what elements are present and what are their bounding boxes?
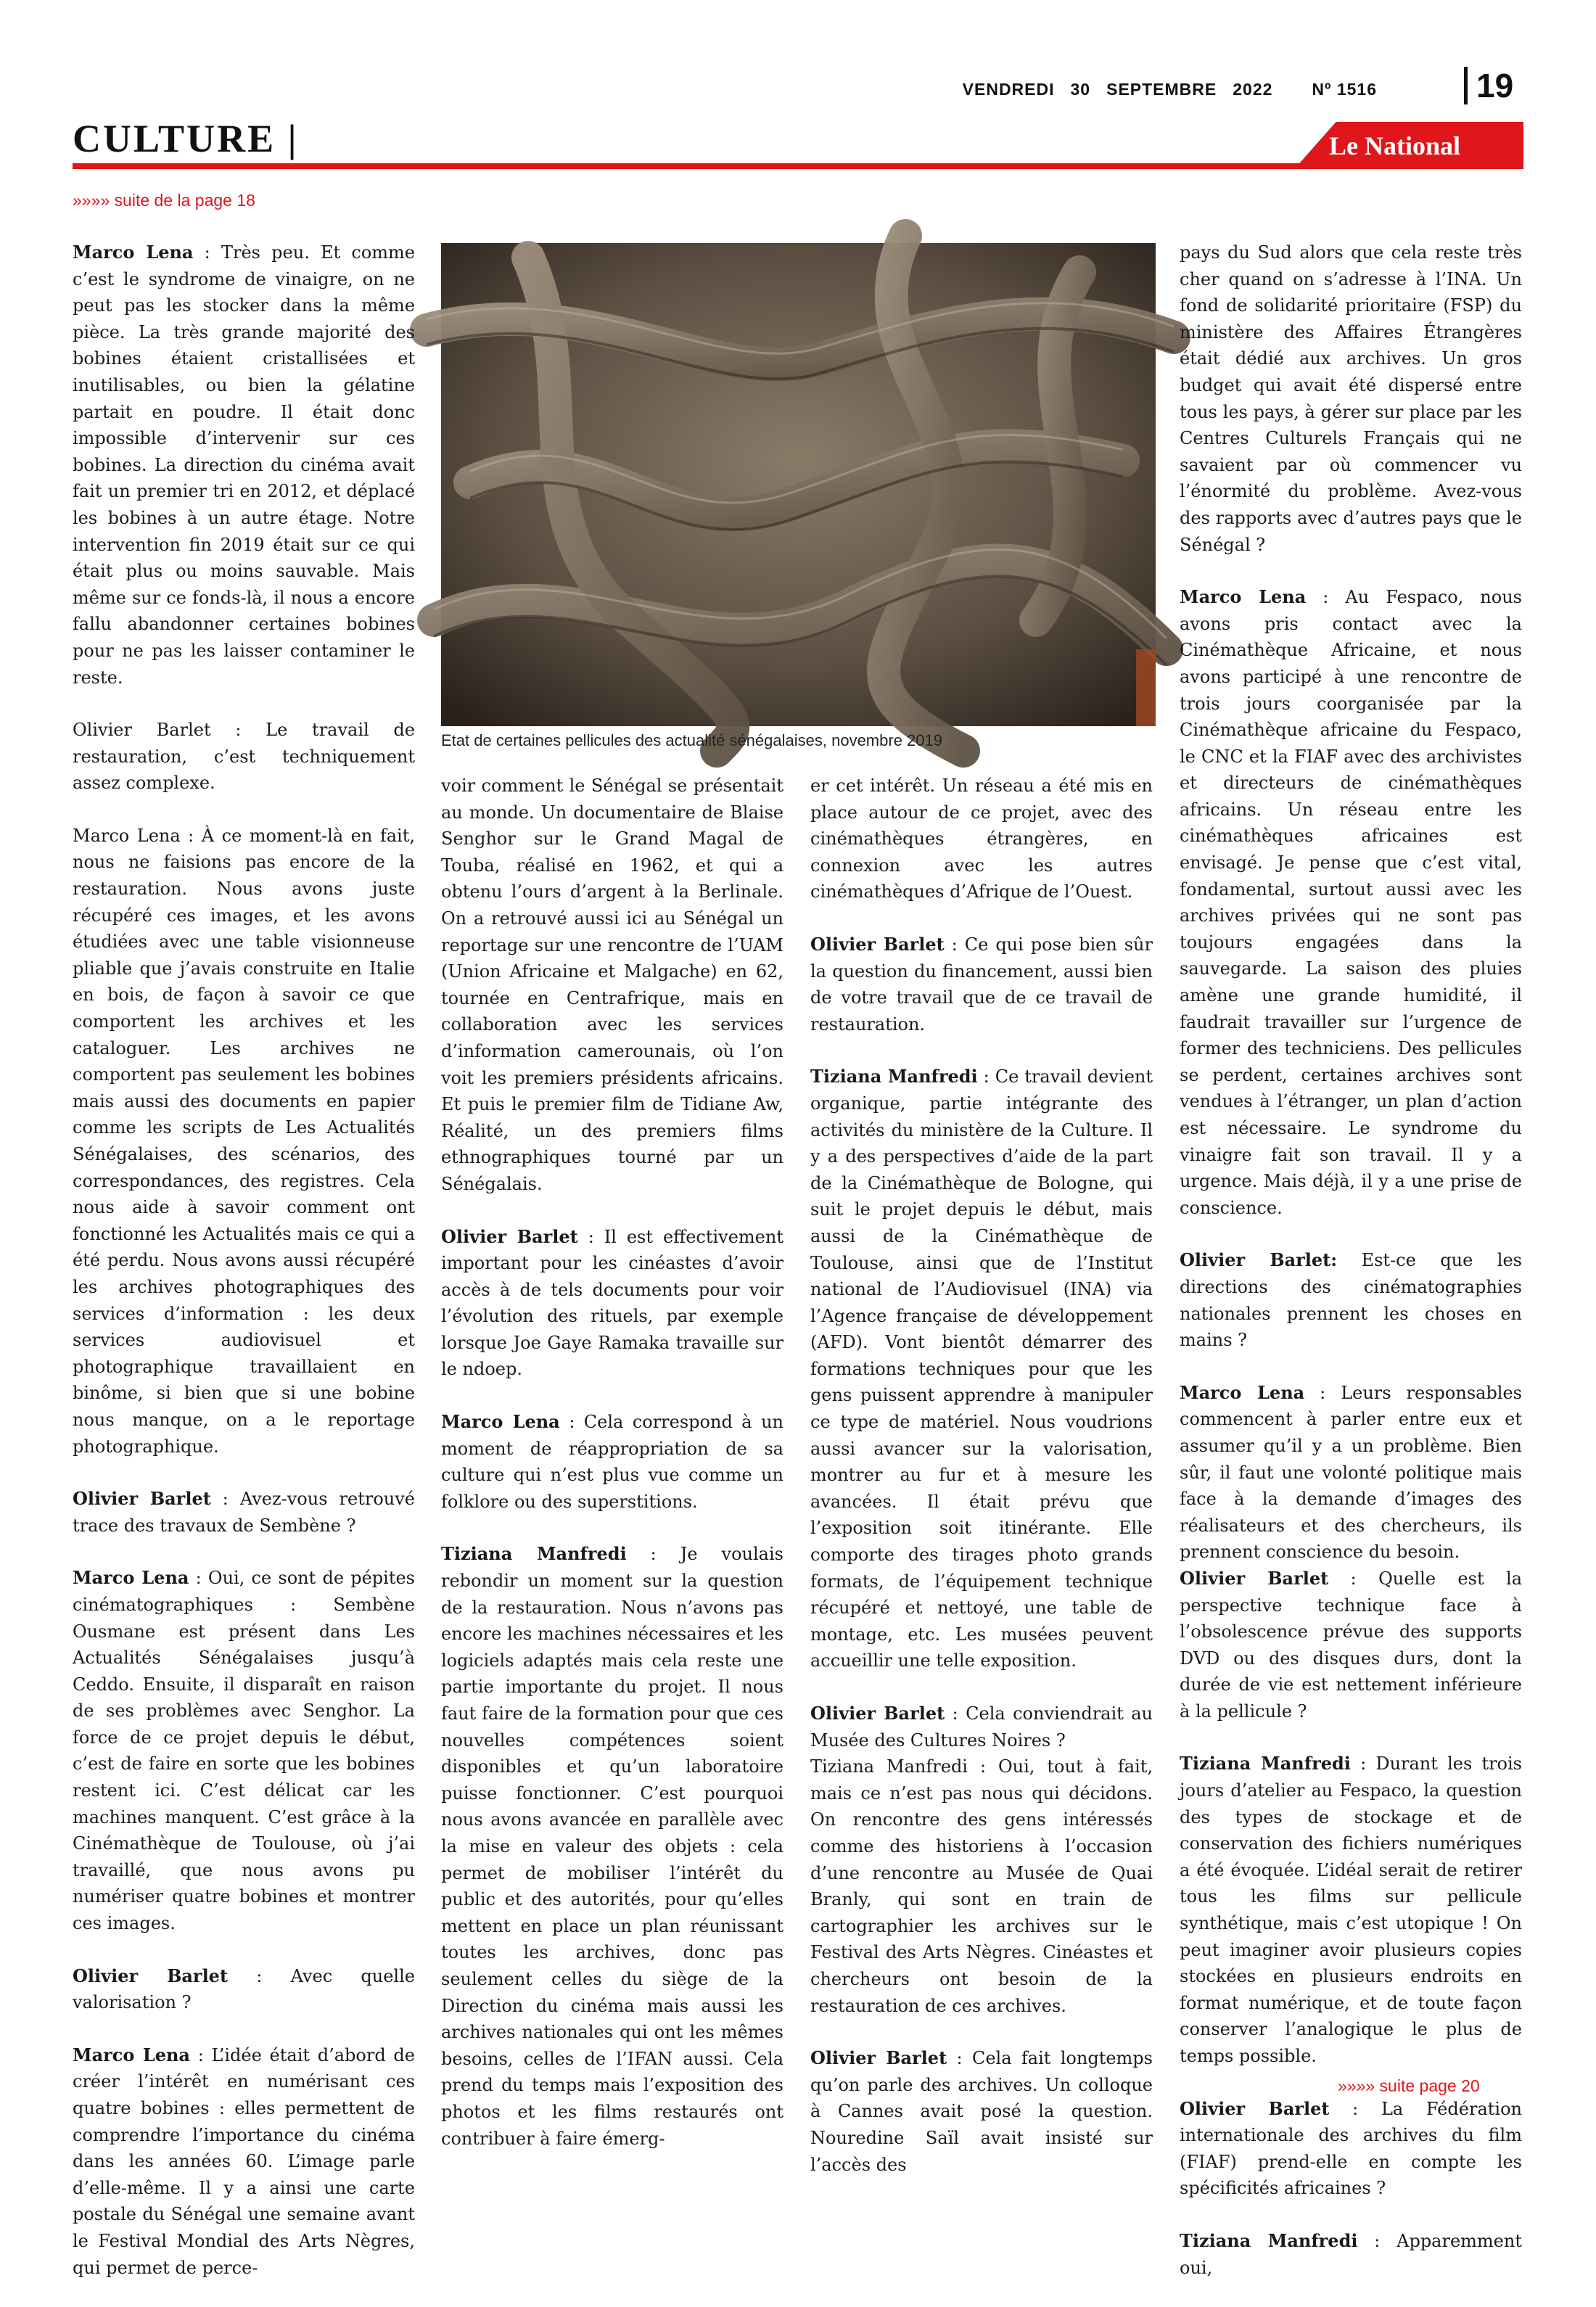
article-paragraph (810, 932, 1153, 1037)
speaker-name: Olivier Barlet (1180, 2097, 1330, 2119)
section-title: CULTURE | (73, 117, 299, 160)
paragraph-text: Est-ce que les directions des cinématographies nationales prennent les choses en mains ? (1180, 1250, 1522, 1351)
photo-caption: Etat de certaines pellicules des actualité sénégalaises, novembre 2019 (441, 731, 942, 749)
speaker-name: Olivier Barlet (73, 1488, 211, 1510)
article-paragraph (441, 1541, 783, 2152)
paragraph-text: : La Fédération internationale des archives du film (FIAF) prend-elle en compte les spécificités africaines ? (1180, 2098, 1522, 2199)
speaker-name: Olivier Barlet (73, 1965, 229, 1986)
article-paragraph (73, 1565, 415, 1936)
speaker-name: Marco Lena (441, 1411, 560, 1433)
article-paragraph (73, 717, 415, 797)
speaker-name: Tiziana Manfredi (1180, 2229, 1358, 2251)
paragraph-text: Marco Lena : À ce moment-là en fait, nous ne faisions pas encore de la restauration. Nous avons juste récupéré ces images, et les avons étudiées avec une table visionneuse pliable que j’avais construite en Italie en bois, de façon à savoir ce que comportent les archives et les cataloguer. Les archives ne comportent pas seulement les bobines mais aussi des documents en papier comme les scripts de Les Actualités Sénégalaises, des scénarios, des correspondances, des registres. Cela nous aide à savoir comment ont fonctionné les Actualités mais ce qui a été perdu. Nous avons aussi récupéré les archives photographiques des services d’information : les deux services audiovisuel et photographique travaillaient en binôme, si bien que si une bobine nous manque, on a le reportage photographique. (73, 825, 415, 1457)
speaker-name: Olivier Barlet (810, 2047, 947, 2069)
article-column-4 (1180, 239, 1522, 2307)
paragraph-text: : Ce travail devient organique, partie intégrante des activités du ministère de la Culture. Il y a des perspectives d’aide de la part de la Cinémathèque de Bologne, qui suit le projet depuis le début, mais aussi de la Cinémathèque de Toulouse, ainsi que de l’Institut national de l’Audiovisuel (INA) via l’Agence française de développement (AFD). Vont bientôt démarrer des formations techniques pour que les gens puissent apprendre à manipuler ce type de matériel. Nous voudrions aussi avancer sur la valorisation, montrer au fur et à mesure les avancées. Il était prévu que l’exposition soit itinérante. Elle comporte des tirages photo grands formats, de l’équipement technique récupéré et nettoyé, une table de montage, etc. Les musées peuvent accueillir une telle exposition. (810, 1066, 1153, 1671)
paragraph-text: : Il est effectivement important pour les cinéastes d’avoir accès à de tels documents pour voir l’évolution des rituels, par exemple lorsque Joe Gaye Ramaka travaille sur le ndoep. (441, 1226, 783, 1380)
article-paragraph (441, 1224, 783, 1383)
paragraph-text: : Avec quelle valorisation ? (73, 1965, 415, 2013)
speaker-name: Marco Lena (73, 242, 194, 263)
speaker-name: Olivier Barlet (810, 1703, 945, 1724)
article-paragraph (1180, 1380, 1522, 1566)
article-paragraph (1180, 1751, 1522, 2069)
article-paragraph (73, 823, 415, 1460)
article-paragraph (1180, 1566, 1522, 1725)
brand-name: Le National (1329, 131, 1461, 160)
speaker-name: Olivier Barlet (1180, 1567, 1329, 1589)
paragraph-text: : L’idée était d’abord de créer l’intérêt en numérisant ces quatre bobines : elles permettent de comprendre l’importance du cinéma dans les années 60. L’image parle d’elle-même. Il y a ainsi une carte postale du Sénégal une semaine avant le Festival Mondial des Arts Nègres, qui permet de perce- (73, 2044, 416, 2278)
article-paragraph (810, 1753, 1153, 2019)
speaker-name: Tiziana Manfredi (441, 1543, 627, 1565)
paragraph-text: voir comment le Sénégal se présentait au monde. Un documentaire de Blaise Senghor sur le Grand Magal de Touba, réalisé en 1962, et qui a obtenu l’ours d’argent à la Berlinale. On a retrouvé aussi ici au Sénégal un reportage sur une rencontre de l’UAM (Union Africaine et Malgache) en 62, tournée en Centrafrique, mais en collaboration avec les services d’information camerounais, où l’on voit les premiers présidents africains. Et puis le premier film de Tidiane Aw, Réalité, un des premiers films ethnographiques tourné par un Sénégalais. (441, 776, 783, 1194)
issue-date-number: 30 (1070, 80, 1091, 99)
paragraph-text: Tiziana Manfredi : Oui, tout à fait, mais ce n’est pas nous qui décidons. On rencontre des gens intéressés comme des historiens à l’occasion d’une rencontre au Musée de Quai Branly, qui sont en train de cartographier les archives sur le Festival des Arts Nègres. Cinéastes et chercheurs ont besoin de la restauration de ces archives. (810, 1756, 1153, 2016)
article-paragraph (1180, 2228, 1522, 2281)
article-paragraph (810, 1064, 1153, 1674)
paragraph-text: : Leurs responsables commencent à parler entre eux et assumer qu’il y a un problème. Bien sûr, il faut une volonté politique mais face à la demande d’images des réalisateurs et des chercheurs, ils prennent conscience du besoin. (1180, 1382, 1522, 1563)
paragraph-text: : Oui, ce sont de pépites cinématographiques : Sembène Ousmane est présent dans Les Actualités Sénégalaises jusqu’à Ceddo. Ensuite, il disparaît en raison de ses problèmes avec Senghor. La force de ce projet depuis le début, c’est de faire en sorte que les bobines restent ici. C’est délicat car les machines manquent. C’est grâce à la Cinémathèque de Toulouse, où j’ai travaillé, que nous avons pu numériser quatre bobines et montrer ces images. (73, 1568, 415, 1934)
article-paragraph (441, 773, 783, 1198)
article-paragraph (1180, 2096, 1522, 2202)
paragraph-text: : Au Fespaco, nous avons pris contact avec la Cinémathèque Africaine, et nous avons participé à une rencontre de trois jours coorganisée par la Cinémathèque africaine du Fespaco, le CNC et la FIAF avec des archivistes et directeurs de cinémathèques africains. Un réseau entre les cinémathèques africaines est envisagé. Je pense que c’est vital, fondamental, surtout aussi avec les archives privées qui ne sont pas toujours engagées dans la sauvegarde. La saison des pluies amène une grande humidité, il faudrait travailler sur l’urgence de former des techniciens. Des pellicules se perdent, certaines archives sont vendues à l’étranger, un plan d’action est nécessaire. Le syndrome du vinaigre fait son travail. Il y a urgence. Mais déjà, il y a une prise de conscience. (1180, 587, 1522, 1218)
speaker-name: Olivier Barlet: (1180, 1249, 1338, 1271)
paragraph-text: : Cela conviendrait au Musée des Cultures Noires ? (810, 1703, 1153, 1751)
article-paragraph (441, 1409, 783, 1515)
speaker-name: Marco Lena (73, 2044, 190, 2065)
issue-year: 2022 (1233, 80, 1273, 99)
article-paragraph (810, 2045, 1153, 2178)
paragraph-text: Olivier Barlet : Le travail de restauration, c’est techniquement assez complexe. (73, 720, 415, 794)
issue-month: SEPTEMBRE (1106, 80, 1217, 99)
speaker-name: Tiziana Manfredi (810, 1066, 978, 1087)
article-paragraph (1180, 239, 1522, 558)
article-paragraph (73, 1963, 415, 2016)
article-paragraph (810, 1701, 1153, 1753)
paragraph-text: : Avez-vous retrouvé trace des travaux de Sembène ? (73, 1489, 415, 1536)
article-paragraph (810, 773, 1153, 905)
paragraph-text: : Très peu. Et comme c’est le syndrome de vinaigre, on ne peut pas les stocker dans la même pièce. La très grande majorité des bobines étaient cristallisées et inutilisables, ou bien la gélatine partait en poudre. Il était donc impossible d’intervenir sur ces bobines. La direction du cinéma avait fait un premier tri en 2012, et déplacé les bobines à un autre étage. Notre intervention fin 2019 était sur ce qui était plus ou moins sauvable. Mais même sur ce fonds-là, il nous a encore fallu abandonner certaines bobines pour ne pas les laisser contaminer le reste. (73, 242, 416, 688)
paragraph-text: er cet intérêt. Un réseau a été mis en place autour de ce projet, avec des cinémathèques étrangères, en connexion avec les autres cinémathèques d’Afrique de l’Ouest. (810, 776, 1153, 902)
paragraph-text: pays du Sud alors que cela reste très cher quand on s’adresse à l’INA. Un fond de solidarité prioritaire (FSP) du ministère des Affaires Étrangères était dédié aux archives. Un gros budget qui avait été dispersé entre tous les pays, à gérer sur place par les Centres Culturels Français qui ne savaient par où commencer vu l’énormité du problème. Avez-vous des rapports avec d’autres pays que le Sénégal ? (1180, 242, 1522, 555)
header-rule (73, 163, 1523, 169)
article-paragraph (1180, 1247, 1522, 1353)
article-column-1 (73, 239, 415, 2307)
issue-number: Nº 1516 (1312, 80, 1377, 99)
paragraph-text: : Cela correspond à un moment de réappropriation de sa culture qui n’est plus vue comme un folklore ou des superstitions. (441, 1412, 783, 1512)
paragraph-text: : Cela fait longtemps qu’on parle des archives. Un colloque à Cannes avait posé la question. Nouredine Saïl avait insisté sur l’accès des (810, 2048, 1153, 2175)
page-number: 19 (1464, 67, 1513, 104)
continued-to-link[interactable]: »»»» suite page 20 (1338, 2076, 1480, 2095)
film-reels-photo (441, 243, 1156, 726)
continued-from-link[interactable]: »»»» suite de la page 18 (73, 191, 255, 210)
speaker-name: Marco Lena (1180, 1381, 1305, 1403)
issue-day: VENDREDI (962, 80, 1055, 99)
article-column-3 (810, 773, 1153, 2204)
paragraph-text: : Apparemment oui, (1180, 2230, 1522, 2278)
paragraph-text: : Je voulais rebondir un moment sur la question de la restauration. Nous n’avons pas encore les machines nécessaires et les logiciels adaptés mais cela reste une partie importante du projet. Il nous faut faire de la formation pour que ces nouvelles compétences soient disponibles et qu’un laboratoire puisse fonctionner. C’est pourquoi nous avons avancée en parallèle avec la mise en valeur des objets : cela permet de mobiliser l’intérêt du public et des autorités, pour qu’elles mettent en place un plan réunissant toutes les archives, donc pas seulement celles du siège de la Direction du cinéma mais aussi les archives nationales qui ont les mêmes besoins, celles de l’IFAN aussi. Cela prend du temps mais l’exposition des photos et les films restaurés ont contribuer à faire émerg- (441, 1544, 783, 2149)
issue-info (947, 80, 1377, 99)
article-paragraph (73, 239, 415, 691)
speaker-name: Olivier Barlet (810, 933, 945, 955)
paragraph-text: : Ce qui pose bien sûr la question du financement, aussi bien de votre travail que de ce travail de restauration. (810, 934, 1153, 1035)
speaker-name: Tiziana Manfredi (1180, 1753, 1351, 1775)
article-paragraph (73, 2042, 415, 2281)
speaker-name: Marco Lena (73, 1567, 189, 1589)
speaker-name: Olivier Barlet (441, 1225, 578, 1247)
article-column-2 (441, 773, 783, 2178)
article-paragraph (1180, 584, 1522, 1221)
paragraph-text: : Quelle est la perspective technique face à l’obsolescence prévue des supports DVD ou des disques durs, dont la durée de vie est nettement inférieure à la pellicule ? (1180, 1568, 1522, 1722)
article-paragraph (73, 1486, 415, 1539)
paragraph-text: : Durant les trois jours d’atelier au Fespaco, la question des types de stockage et de conservation des fichiers numériques a été évoquée. L’idéal serait de retirer tous les films sur pellicule synthétique, mais c’est utopique ! On peut imaginer avoir plusieurs copies stockées en plusieurs endroits en format numérique, et de toute façon conserver l’analogique le plus de temps possible. (1180, 1753, 1523, 2066)
speaker-name: Marco Lena (1180, 586, 1307, 608)
